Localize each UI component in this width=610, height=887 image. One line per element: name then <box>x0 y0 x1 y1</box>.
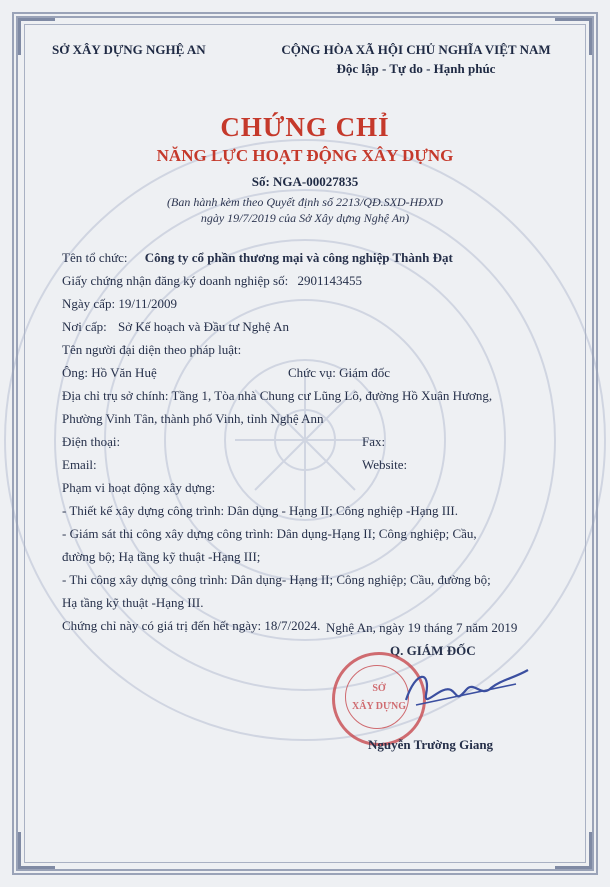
place-date: Nghệ An, ngày 19 tháng 7 năm 2019 <box>326 620 518 635</box>
certificate-title: CHỨNG CHỈ <box>220 112 390 142</box>
issued-note-line: ngày 19/7/2019 của Sở Xây dựng Nghệ An) <box>200 211 410 225</box>
issued-note <box>0 194 610 226</box>
country-name: CỘNG HÒA XÃ HỘI CHỦ NGHĨA VIỆT NAM <box>281 42 551 57</box>
place-label: Nơi cấp: <box>62 319 107 334</box>
email-label: Email: <box>62 457 97 472</box>
reg-value: 2901143455 <box>297 273 362 288</box>
email-row <box>62 453 582 476</box>
phone-label: Điện thoại: <box>62 434 121 449</box>
phone-row <box>62 430 582 453</box>
certificate-number <box>0 174 610 190</box>
date-value: 19/11/2009 <box>118 296 178 311</box>
national-header <box>266 42 566 77</box>
number-label: Số: <box>251 174 270 189</box>
mr-label: Ông: <box>62 365 88 380</box>
seal-text: XÂY DỰNG <box>352 701 406 712</box>
rep-detail-row <box>62 361 582 384</box>
date-label: Ngày cấp: <box>62 296 116 311</box>
issuing-agency: SỞ XÂY DỰNG NGHỆ AN <box>52 42 206 57</box>
seal-text: SỞ <box>372 683 386 694</box>
national-motto: Độc lập - Tự do - Hạnh phúc <box>336 61 496 76</box>
signer-title: Q. GIÁM ĐỐC <box>390 643 476 658</box>
certificate-subtitle: NĂNG LỰC HOẠT ĐỘNG XÂY DỰNG <box>156 146 454 165</box>
address-label: Địa chỉ trụ sở chính: <box>62 388 169 403</box>
address-value: Tầng 1, Tòa nhà Chung cư Lũng Lô, đường Hồ Xuân Hương, <box>171 388 493 403</box>
reg-row <box>62 269 582 292</box>
corner-ornament <box>18 832 55 869</box>
issued-note-line: (Ban hành kèm theo Quyết định số 2213/QĐ.SXD-HĐXD <box>167 195 443 209</box>
org-value: Công ty cổ phần thương mại và công nghiệp Thành Đạt <box>144 250 453 265</box>
mr-value: Hồ Văn Huệ <box>91 365 157 380</box>
place-value: Sở Kế hoạch và Đầu tư Nghệ An <box>118 319 289 334</box>
scope-label: Phạm vi hoạt động xây dựng: <box>62 480 216 495</box>
website-label: Website: <box>362 457 408 472</box>
validity-row: Chứng chỉ này có giá trị đến hết ngày: 18/7/2024. <box>62 618 321 633</box>
fax-label: Fax: <box>362 434 386 449</box>
place-row <box>62 315 582 338</box>
scope-item-cont: Hạ tầng kỹ thuật -Hạng III. <box>62 595 204 610</box>
certificate-body <box>62 246 582 637</box>
position-value: Giám đốc <box>339 365 391 380</box>
position-group <box>288 361 390 384</box>
corner-ornament <box>18 18 55 55</box>
signer-name: Nguyễn Trường Giang <box>368 737 494 752</box>
address-row-2: Phường Vinh Tân, thành phố Vinh, tỉnh Nghệ Ann <box>62 411 324 426</box>
rep-row: Tên người đại diện theo pháp luật: <box>62 342 242 357</box>
org-row <box>62 246 582 269</box>
reg-label: Giấy chứng nhận đăng ký doanh nghiệp số: <box>62 273 289 288</box>
address-row <box>62 384 582 407</box>
number-value: NGA-00027835 <box>273 174 359 189</box>
scope-item: - Thiết kế xây dựng công trình: Dân dụng - Hạng II; Công nghiệp -Hạng III. <box>62 503 458 518</box>
position-label: Chức vụ: <box>288 365 336 380</box>
handwritten-signature <box>396 660 536 720</box>
date-row <box>62 292 582 315</box>
scope-item-cont: đường bộ; Hạ tầng kỹ thuật -Hạng III; <box>62 549 261 564</box>
scope-item: - Thi công xây dựng công trình: Dân dụng- Hạng II; Công nghiệp; Cầu, đường bộ; <box>62 572 491 587</box>
corner-ornament <box>555 832 592 869</box>
org-label: Tên tổ chức: <box>62 250 128 265</box>
scope-item: - Giám sát thi công xây dựng công trình: Dân dụng-Hạng II; Công nghiệp; Cầu, <box>62 526 477 541</box>
